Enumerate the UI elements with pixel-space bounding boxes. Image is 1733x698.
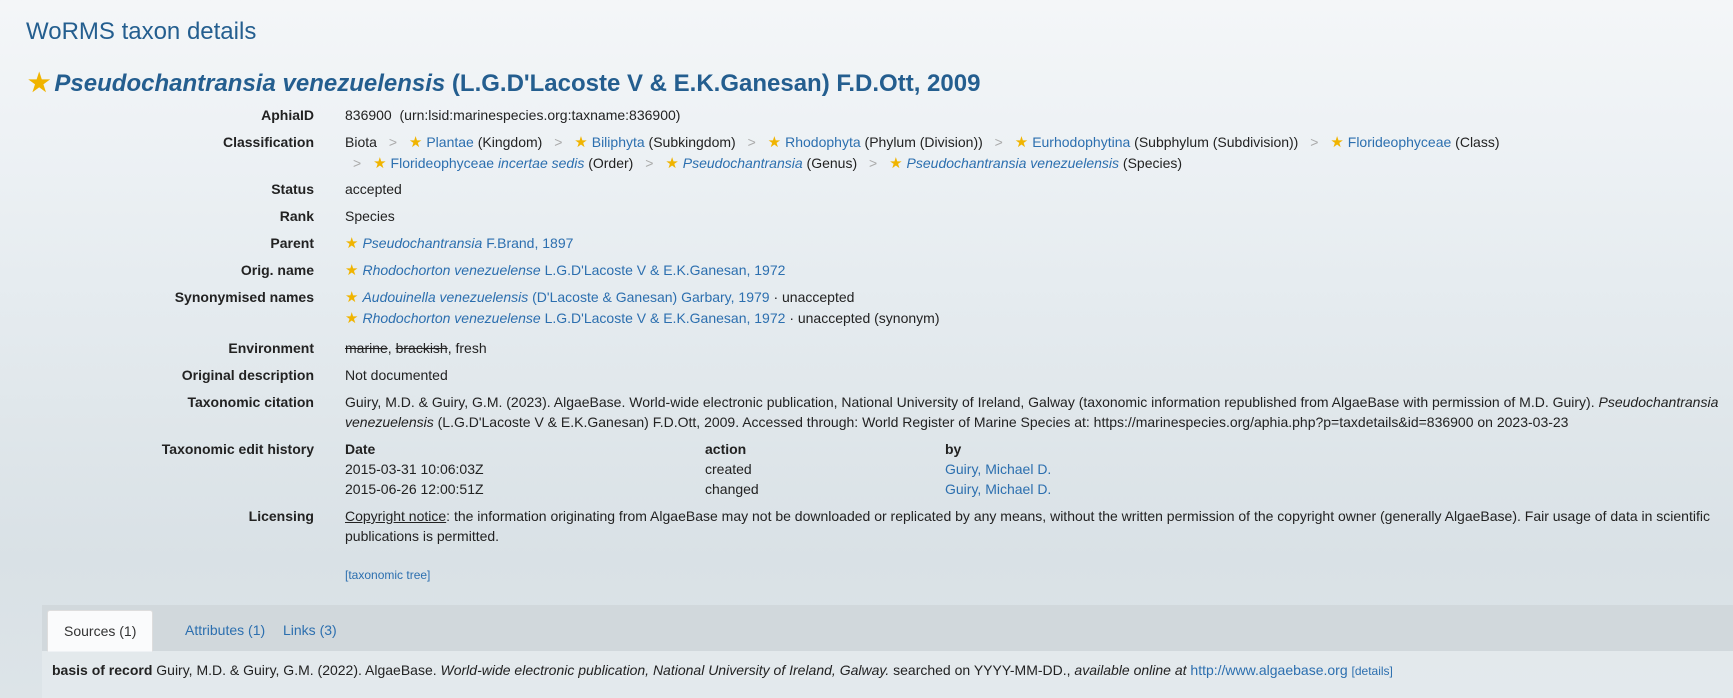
environment-fresh: fresh (455, 340, 487, 356)
history-date: 2015-06-26 12:00:51Z (345, 481, 484, 497)
label-status: Status (271, 181, 314, 197)
star-icon[interactable]: ★ (889, 155, 903, 172)
synonym-link[interactable] (362, 289, 769, 305)
taxon-authority: (L.G.D'Lacoste V & E.K.Ganesan) F.D.Ott, 2009 (451, 70, 981, 97)
label-rank: Rank (279, 208, 314, 224)
star-icon[interactable]: ★ (574, 134, 588, 151)
tabs-bar (42, 605, 1733, 651)
star-icon[interactable]: ★ (345, 235, 359, 252)
label-edit-history: Taxonomic edit history (161, 441, 314, 457)
synonym-authority: L.G.D'Lacoste V & E.K.Ganesan, 1972 (544, 310, 786, 326)
source-text: Guiry, M.D. & Guiry, G.M. (2022). AlgaeBase. (156, 662, 437, 678)
label-parent: Parent (270, 235, 314, 251)
classification-rank: (Kingdom) (477, 134, 543, 150)
citation-accessed: (L.G.D'Lacoste V & E.K.Ganesan) F.D.Ott, 2009. Accessed through: World Register of Marine Species at: https://marinespecies.org/aphia.php?p=taxdetails&id=836900 on 2023-03-23 (437, 414, 1569, 430)
synonymised-names-value (345, 287, 1719, 329)
label-aphia-id: AphiaID (261, 107, 314, 123)
orig-name-link[interactable] (362, 262, 785, 278)
label-environment: Environment (228, 340, 314, 356)
classification-rank: (Genus) (806, 155, 858, 171)
row-edit-history (0, 439, 1733, 499)
classification-genus-name: Pseudochantransia (682, 155, 803, 171)
source-url-link[interactable]: http://www.algaebase.org (1190, 662, 1348, 678)
label-original-description: Original description (181, 367, 314, 383)
separator-icon: > (747, 134, 756, 150)
sources-panel (42, 651, 1733, 698)
source-available: available online at (1074, 662, 1187, 678)
separator-icon: > (869, 155, 878, 171)
parent-authority: F.Brand, 1897 (486, 235, 574, 251)
rank-value: Species (345, 208, 395, 224)
classification-link-order[interactable] (391, 155, 585, 171)
label-classification: Classification (222, 134, 314, 150)
classification-rank: (Species) (1122, 155, 1183, 171)
synonym-authority: (D'Lacoste & Ganesan) Garbary, 1979 (532, 289, 770, 305)
classification-link-eurhodophytina[interactable]: Eurhodophytina (1032, 134, 1131, 150)
history-header-date: Date (345, 441, 376, 457)
star-icon[interactable]: ★ (345, 262, 359, 279)
tab-sources[interactable]: Sources (1) (47, 610, 153, 652)
source-details-link[interactable]: [details] (1351, 664, 1393, 678)
separator-icon: > (1310, 134, 1319, 150)
licensing-text: : the information originating from AlgaeBase may not be downloaded or replicated by any means, without the written permission of the copyright owner (generally AlgaeBase). Fair usage of data in scientific publications is permitted. (345, 508, 1710, 544)
classification-link-species[interactable] (907, 155, 1119, 171)
classification-root: Biota (345, 134, 377, 150)
separator-icon: > (994, 134, 1003, 150)
licensing-value (345, 506, 1719, 546)
classification-link-genus[interactable] (683, 155, 803, 171)
environment-separator: , (387, 340, 396, 356)
classification-rank: (Subphylum (Subdivision)) (1134, 134, 1299, 150)
aphia-id-value (345, 105, 1719, 125)
label-licensing: Licensing (248, 508, 314, 524)
classification-link-biliphyta[interactable]: Biliphyta (591, 134, 645, 150)
history-header-action: action (705, 441, 747, 457)
aphia-lsid: (urn:lsid:marinespecies.org:taxname:836900) (399, 107, 681, 123)
star-icon[interactable]: ★ (408, 134, 423, 151)
classification-link-florideophyceae[interactable]: Florideophyceae (1347, 134, 1452, 150)
history-header-by: by (945, 441, 962, 457)
classification-species-name: Pseudochantransia venezuelensis (906, 155, 1120, 171)
classification-order-name: Florideophyceae (390, 155, 495, 171)
orig-name-name: Rhodochorton venezuelense (362, 262, 541, 278)
synonym-link[interactable] (362, 310, 785, 326)
separator-icon: > (554, 134, 563, 150)
citation-text: Guiry, M.D. & Guiry, G.M. (2023). AlgaeBase. World-wide electronic publication, National University of Ireland, Galway (taxonomic information republished from AlgaeBase with permission of M.D. Guiry). (345, 394, 1595, 410)
classification-link-plantae[interactable]: Plantae (426, 134, 474, 150)
star-icon[interactable]: ★ (1330, 134, 1344, 151)
history-by-link[interactable]: Guiry, Michael D. (945, 461, 1052, 477)
star-icon[interactable]: ★ (665, 155, 679, 172)
taxon-heading (28, 68, 980, 98)
classification-rank: (Class) (1455, 134, 1500, 150)
tab-links[interactable]: Links (3) (283, 622, 337, 638)
environment-marine: marine (345, 340, 388, 356)
citation-taxon: Pseudochantransia venezuelensis (345, 394, 1719, 430)
tab-attributes[interactable]: Attributes (1) (185, 622, 266, 638)
tree-link-container (345, 564, 1719, 585)
history-by-link[interactable]: Guiry, Michael D. (945, 481, 1052, 497)
orig-name-value (345, 260, 1719, 281)
original-description-value: Not documented (345, 367, 448, 383)
label-orig-name: Orig. name (240, 262, 314, 278)
page-title: WoRMS taxon details (26, 18, 257, 45)
star-icon[interactable]: ★ (345, 289, 359, 306)
star-icon[interactable]: ★ (28, 69, 51, 97)
status-value: accepted (345, 181, 402, 197)
classification-rank: (Subkingdom) (648, 134, 736, 150)
aphia-id: 836900 (345, 107, 392, 123)
environment-value (345, 338, 1719, 358)
separator-icon: > (388, 134, 397, 150)
classification-value (345, 132, 1719, 174)
orig-name-authority: L.G.D'Lacoste V & E.K.Ganesan, 1972 (544, 262, 786, 278)
synonym-item (345, 308, 1719, 329)
copyright-notice-link[interactable]: Copyright notice (345, 508, 447, 524)
source-publication: World-wide electronic publication, National University of Ireland, Galway. (440, 662, 890, 678)
synonym-status: · unaccepted (773, 289, 855, 305)
taxonomic-tree-link[interactable]: [taxonomic tree] (345, 568, 431, 582)
star-icon[interactable]: ★ (1014, 134, 1029, 151)
history-action: created (705, 461, 752, 477)
synonym-status: · unaccepted (synonym) (789, 310, 940, 326)
synonym-name: Audouinella venezuelensis (362, 289, 529, 305)
environment-separator: , (447, 340, 456, 356)
parent-name: Pseudochantransia (362, 235, 483, 251)
source-label: basis of record (52, 662, 153, 678)
source-record (52, 662, 1393, 678)
classification-link-rhodophyta[interactable]: Rhodophyta (785, 134, 861, 150)
history-date: 2015-03-31 10:06:03Z (345, 461, 484, 477)
star-icon[interactable]: ★ (373, 155, 387, 172)
edit-history-table (345, 439, 1733, 499)
separator-icon: > (645, 155, 654, 171)
taxon-name: Pseudochantransia venezuelensis (54, 70, 446, 97)
source-searched: searched on YYYY-MM-DD., (893, 662, 1071, 678)
synonym-name: Rhodochorton venezuelense (362, 310, 541, 326)
separator-icon: > (353, 155, 362, 171)
history-action: changed (705, 481, 759, 497)
classification-order-italic: incertae sedis (497, 155, 585, 171)
parent-link[interactable] (362, 235, 573, 251)
label-synonymised-names: Synonymised names (174, 289, 314, 305)
synonym-item (345, 287, 1719, 308)
star-icon[interactable]: ★ (345, 310, 359, 327)
taxonomic-citation-value (345, 392, 1719, 432)
environment-brackish: brackish (395, 340, 448, 356)
classification-rank: (Phylum (Division)) (864, 134, 983, 150)
star-icon[interactable]: ★ (767, 134, 782, 151)
parent-value (345, 233, 1719, 254)
label-taxonomic-citation: Taxonomic citation (187, 394, 314, 410)
classification-rank: (Order) (588, 155, 634, 171)
